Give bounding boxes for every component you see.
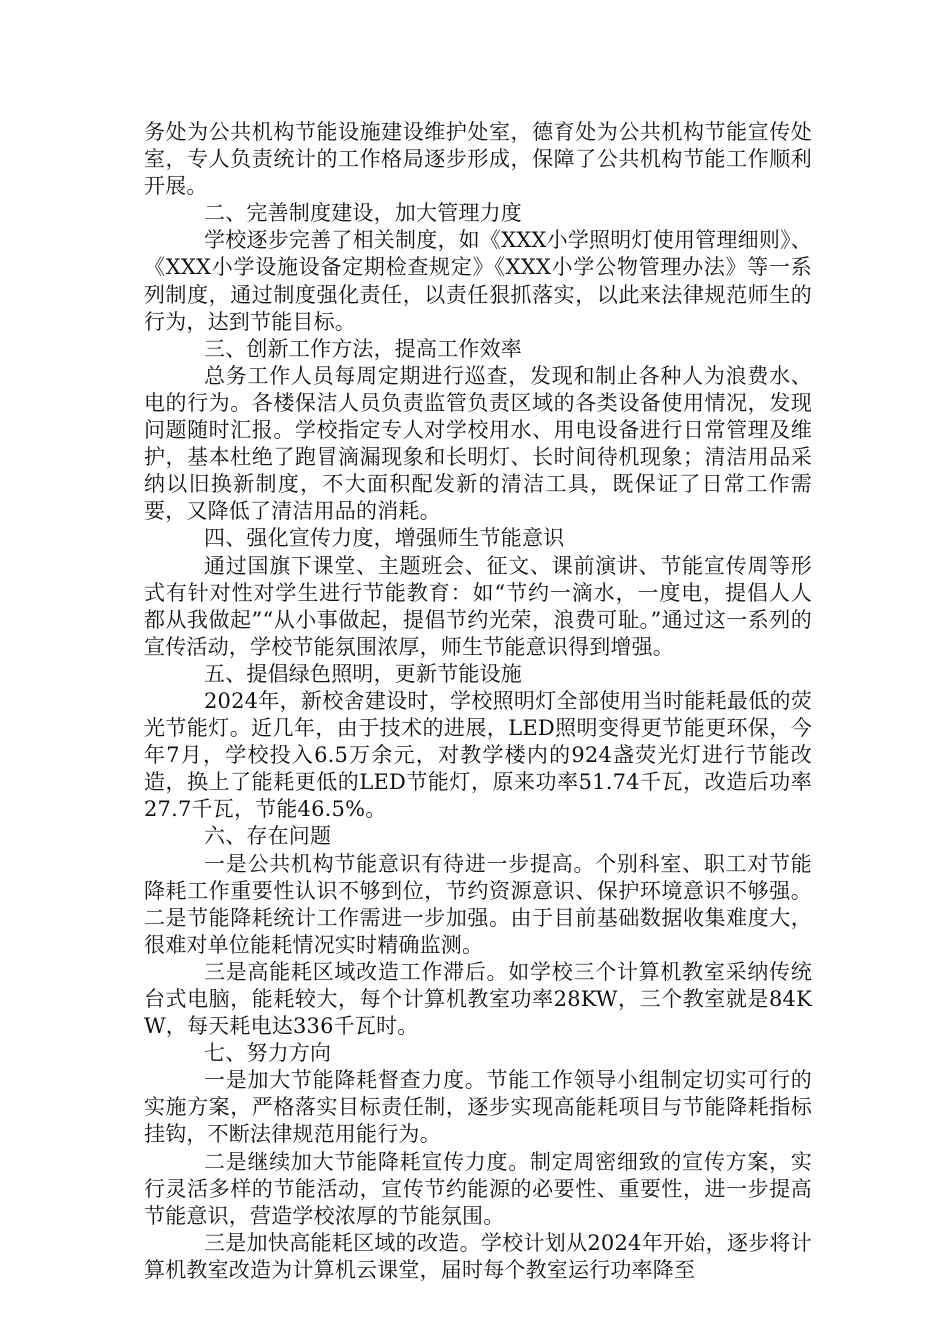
section-heading-6: 六、存在问题 bbox=[204, 824, 332, 849]
section-heading-7: 七、努力方向 bbox=[204, 1041, 332, 1066]
paragraph-0: 务处为公共机构节能设施建设维护处室，德育处为公共机构节能宣传处室，专人负责统计的工作格局逐步形成，保障了公共机构节能工作顺利开展。 bbox=[144, 120, 812, 199]
paragraph-15: 三是加快高能耗区域的改造。学校计划从2024年开始，逐步将计算机教室改造为计算机云课堂，届时每个教室运行功率降至 bbox=[144, 1230, 812, 1282]
section-heading-5: 五、提倡绿色照明，更新节能设施 bbox=[204, 661, 522, 686]
paragraph-6: 通过国旗下课堂、主题班会、征文、课前演讲、节能宣传周等形式有针对性对学生进行节能教育：如“节约一滴水，一度电，提倡人人都从我做起”“从小事做起，提倡节约光荣，浪费可耻。”通过这一系列的宣传活动，学校节能氛围浓厚，师生节能意识得到增强。 bbox=[144, 553, 812, 659]
paragraph-11: 三是高能耗区域改造工作滞后。如学校三个计算机教室采纳传统台式电脑，能耗较大，每个计算机教室功率28KW，三个教室就是84KW，每天耗电达336千瓦时。 bbox=[144, 959, 812, 1039]
section-heading-3: 三、创新工作方法，提高工作效率 bbox=[204, 336, 522, 361]
paragraph-4: 总务工作人员每周定期进行巡查，发现和制止各种人为浪费水、电的行为。各楼保洁人员负责监管负责区域的各类设备使用情况，发现问题随时汇报。学校指定专人对学校用水、用电设备进行日常管理及维护，基本杜绝了跑冒滴漏现象和长明灯、长时间待机现象；清洁用品采纳以旧换新制度，不大面积配发新的清洁工具，既保证了日常工作需要，又降低了清洁用品的消耗。 bbox=[144, 363, 812, 524]
paragraph-14: 二是继续加大节能降耗宣传力度。制定周密细致的宣传方案，实行灵活多样的节能活动，宣传节约能源的必要性、重要性，进一步提高节能意识，营造学校浓厚的节能氛围。 bbox=[144, 1149, 812, 1228]
section-heading-4: 四、强化宣传力度，增强师生节能意识 bbox=[204, 526, 565, 551]
section-heading-2: 二、完善制度建设，加大管理力度 bbox=[204, 201, 522, 226]
paragraph-8: 2024年，新校舍建设时，学校照明灯全部使用当时能耗最低的荧光节能灯。近几年，由于技术的进展，LED照明变得更节能更环保，今年7月，学校投入6.5万余元，对教学楼内的924盏荧光灯进行节能改造，换上了能耗更低的LED节能灯，原来功率51.74千瓦，改造后功率27.7千瓦，节能46.5%。 bbox=[144, 688, 812, 822]
paragraph-2: 学校逐步完善了相关制度，如《XXX小学照明灯使用管理细则》、《XXX小学设施设备定期检查规定》《XXX小学公物管理办法》等一系列制度，通过制度强化责任，以责任狠抓落实，以此来法律规范师生的行为，达到节能目标。 bbox=[144, 228, 812, 334]
paragraph-10: 一是公共机构节能意识有待进一步提高。个别科室、职工对节能降耗工作重要性认识不够到位，节约资源意识、保护环境意识不够强。 二是节能降耗统计工作需进一步加强。由于目前基础数据收集难度大，很难对单位能耗情况实时精确监测。 bbox=[144, 851, 812, 957]
paragraph-13: 一是加大节能降耗督查力度。节能工作领导小组制定切实可行的实施方案，严格落实目标责任制，逐步实现高能耗项目与节能降耗指标挂钩，不断法律规范用能行为。 bbox=[144, 1068, 812, 1147]
document-body bbox=[144, 119, 812, 1284]
